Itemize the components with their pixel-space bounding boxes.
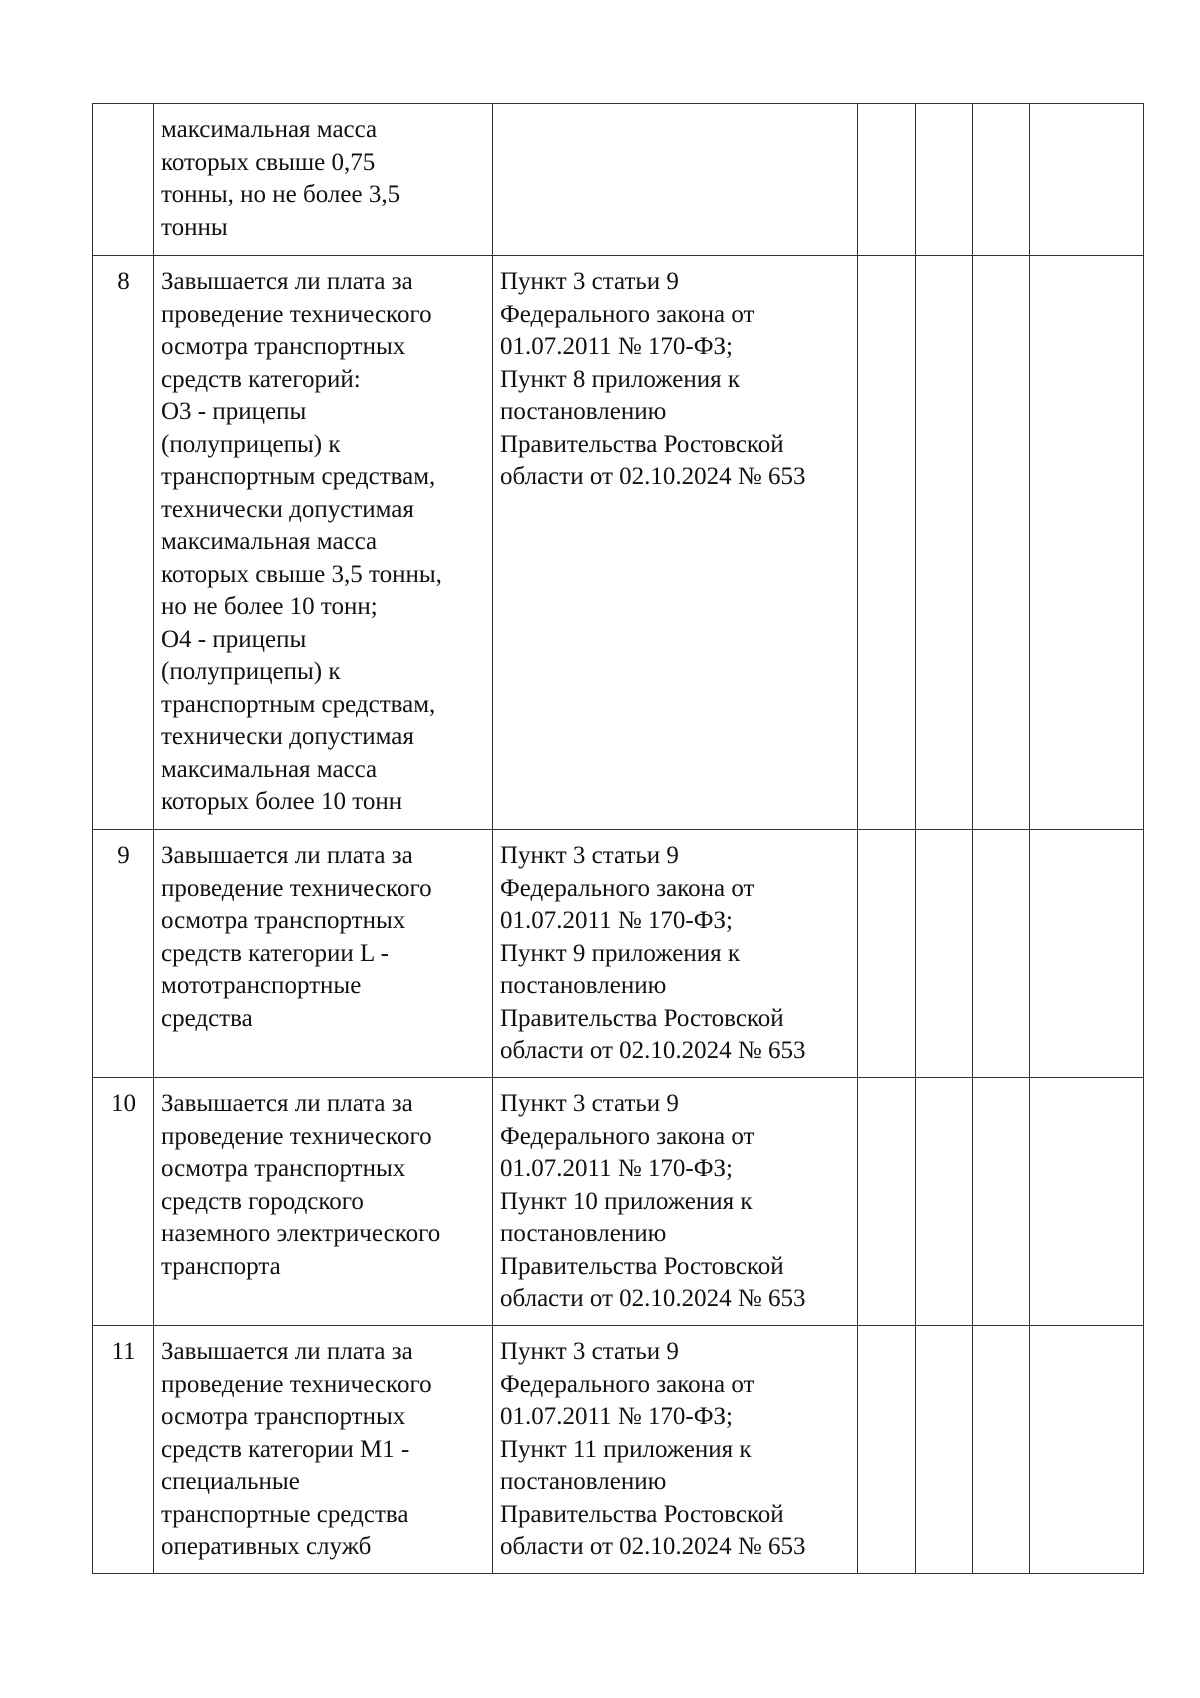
answer-na-cell (973, 1326, 1030, 1574)
table-row (93, 256, 1144, 830)
reference-cell (493, 104, 858, 256)
answer-na-cell (973, 104, 1030, 256)
question-cell: Завышается ли плата за проведение технического осмотра транспортных средств категории L - мототранспортные средства (154, 830, 493, 1078)
table-row (93, 1078, 1144, 1326)
answer-na-cell (973, 256, 1030, 830)
answer-yes-cell (858, 1326, 916, 1574)
reference-cell: Пункт 3 статьи 9 Федерального закона от 01.07.2011 № 170-ФЗ; Пункт 8 приложения к постановлению Правительства Ростовской области от 02.10.2024 № 653 (493, 256, 858, 830)
answer-no-cell (916, 104, 973, 256)
row-number (93, 104, 154, 256)
reference-cell: Пункт 3 статьи 9 Федерального закона от 01.07.2011 № 170-ФЗ; Пункт 11 приложения к постановлению Правительства Ростовской области от 02.10.2024 № 653 (493, 1326, 858, 1574)
answer-no-cell (916, 830, 973, 1078)
answer-no-cell (916, 1078, 973, 1326)
note-cell (1030, 1078, 1144, 1326)
answer-yes-cell (858, 1078, 916, 1326)
question-cell: максимальная масса которых свыше 0,75 тонны, но не более 3,5 тонны (154, 104, 493, 256)
answer-no-cell (916, 1326, 973, 1574)
note-cell (1030, 830, 1144, 1078)
row-number: 11 (93, 1326, 154, 1574)
table-row (93, 104, 1144, 256)
answer-na-cell (973, 1078, 1030, 1326)
question-cell: Завышается ли плата за проведение технического осмотра транспортных средств категории М1 - специальные транспортные средства оперативных служб (154, 1326, 493, 1574)
note-cell (1030, 256, 1144, 830)
answer-no-cell (916, 256, 973, 830)
answer-yes-cell (858, 830, 916, 1078)
checklist-table (92, 103, 1144, 1574)
table-row (93, 830, 1144, 1078)
row-number: 10 (93, 1078, 154, 1326)
answer-yes-cell (858, 104, 916, 256)
question-cell: Завышается ли плата за проведение технического осмотра транспортных средств городского наземного электрического транспорта (154, 1078, 493, 1326)
answer-yes-cell (858, 256, 916, 830)
reference-cell: Пункт 3 статьи 9 Федерального закона от 01.07.2011 № 170-ФЗ; Пункт 9 приложения к постановлению Правительства Ростовской области от 02.10.2024 № 653 (493, 830, 858, 1078)
row-number: 9 (93, 830, 154, 1078)
table-row (93, 1326, 1144, 1574)
answer-na-cell (973, 830, 1030, 1078)
note-cell (1030, 104, 1144, 256)
row-number: 8 (93, 256, 154, 830)
reference-cell: Пункт 3 статьи 9 Федерального закона от 01.07.2011 № 170-ФЗ; Пункт 10 приложения к постановлению Правительства Ростовской области от 02.10.2024 № 653 (493, 1078, 858, 1326)
question-cell: Завышается ли плата за проведение технического осмотра транспортных средств категорий: O3 - прицепы (полуприцепы) к транспортным средствам, технически допустимая максимальная масса которых свыше 3,5 тонны, но не более 10 тонн; O4 - прицепы (полуприцепы) к транспортным средствам, технически допустимая максимальная масса которых более 10 тонн (154, 256, 493, 830)
note-cell (1030, 1326, 1144, 1574)
